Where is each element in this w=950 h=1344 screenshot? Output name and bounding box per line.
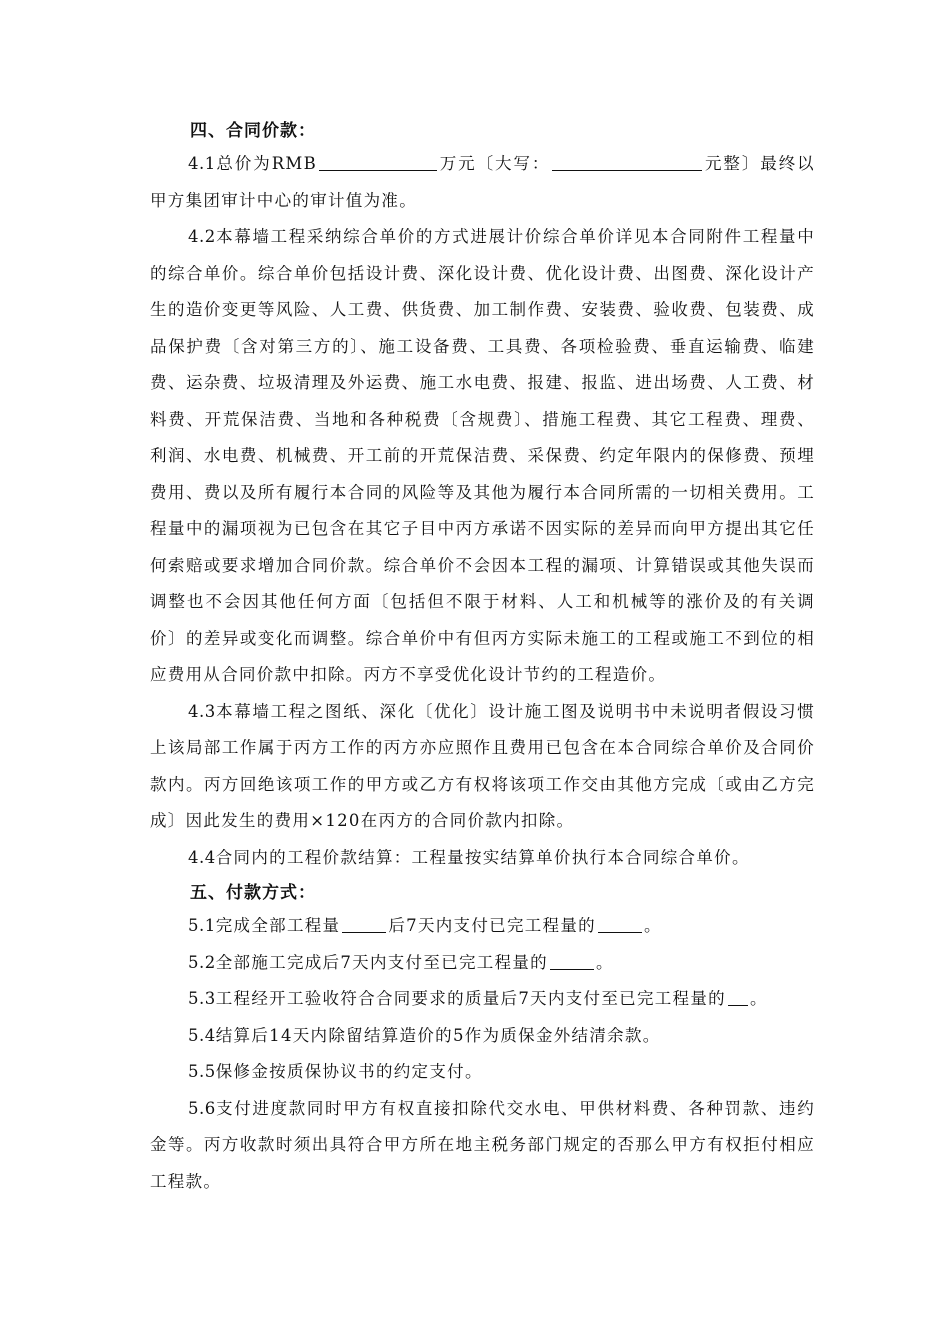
clause-4-2 [150, 219, 815, 694]
clause-5-2 [150, 945, 815, 982]
clause-text: 本幕墙工程之图纸、深化〔优化〕设计施工图及说明书中未说明者假设习惯上该局部工作属于丙方工作的丙方亦应照作且费用已包含在本合同综合单价及合同价款内。丙方回绝该项工作的甲方或乙方有权将该项工作交由其他方完成〔或由乙方完成〕因此发生的费用×120在丙方的合同价款内扣除。 [150, 701, 815, 830]
clause-text: 支付进度款同时甲方有权直接扣除代交水电、甲供材料费、各种罚款、违约金等。丙方收款时须出具符合甲方所在地主税务部门规定的否那么甲方有权拒付相应工程款。 [150, 1098, 815, 1191]
clause-number: 5.2 [188, 952, 216, 972]
fill-blank-amount [319, 154, 437, 171]
clause-5-4 [150, 1018, 815, 1055]
clause-text: 元整〕最终以甲方集团审计中心的审计值为准。 [150, 154, 815, 210]
document-body [150, 116, 815, 1200]
clause-number: 4.2 [188, 227, 216, 246]
fill-blank [598, 916, 642, 933]
clause-number: 5.1 [188, 916, 216, 935]
clause-number: 5.5 [188, 1062, 216, 1081]
section-heading-payment-method: 五、付款方式： [190, 883, 316, 903]
clause-text: 保修金按质保协议书的约定支付。 [215, 1062, 483, 1081]
clause-number: 5.6 [188, 1098, 216, 1118]
clause-4-3 [150, 694, 815, 840]
clause-5-1 [150, 908, 815, 945]
clause-text: 合同内的工程价款结算：工程量按实结算单价执行本合同综合单价。 [215, 847, 750, 867]
clause-5-6 [150, 1091, 815, 1201]
clause-number: 4.3 [188, 701, 216, 721]
clause-text: 本幕墙工程采纳综合单价的方式进展计价综合单价详见本合同附件工程量中的综合单价。综合单价包括设计费、深化设计费、优化设计费、出图费、深化设计产生的造价变更等风险、人工费、供货费、加工制作费、安装费、验收费、包装费、成品保护费〔含对第三方的〕、施工设备费、工具费、各项检验费、垂直运输费、临建费、运杂费、垃圾清理及外运费、施工水电费、报建、报监、进出场费、人工费、材料费、开荒保洁费、当地和各种税费〔含规费〕、措施工程费、其它工程费、理费、利润、水电费、机械费、开工前的开荒保洁费、采保费、约定年限内的保修费、预埋费用、费以及所有履行本合同的风险等及其他为履行本合同所需的一切相关费用。工程量中的漏项视为已包含在其它子目中丙方承诺不因实际的差异而向甲方提出其它任何索赔或要求增加合同价款。综合单价不会因本工程的漏项、计算错误或其他失误而调整也不会因其他任何方面〔包括但不限于材料、人工和机械等的涨价及的有关调价〕的差异或变化而调整。综合单价中有但丙方实际未施工的工程或施工不到位的相应费用从合同价款中扣除。丙方不享受优化设计节约的工程造价。 [150, 227, 815, 684]
fill-blank [342, 916, 386, 933]
clause-number: 4.1 [188, 154, 216, 173]
fill-blank-amount-words [552, 154, 702, 171]
clause-text: 。 [749, 989, 768, 1008]
clause-text: 工程经开工验收符合合同要求的质量后7天内支付至已完工程量的 [215, 989, 726, 1008]
clause-number: 4.4 [188, 847, 216, 867]
clause-4-1 [150, 146, 815, 219]
clause-text: 后7天内支付已完工程量的 [388, 916, 596, 935]
section-heading-contract-price: 四、合同价款： [190, 121, 316, 141]
clause-text: 总价为RMB [215, 154, 318, 173]
clause-number: 5.3 [188, 989, 216, 1008]
clause-text: 万元〔大写： [439, 154, 551, 173]
clause-text: 结算后14天内除留结算造价的5作为质保金外结清余款。 [215, 1025, 661, 1045]
clause-text: 全部施工完成后7天内支付至已完工程量的 [215, 952, 548, 972]
clause-text: 。 [643, 916, 662, 935]
fill-blank [550, 953, 594, 970]
clause-4-4 [150, 840, 815, 877]
clause-5-3 [150, 981, 815, 1018]
clause-text: 完成全部工程量 [215, 916, 341, 935]
clause-5-5 [150, 1054, 815, 1091]
fill-blank [728, 989, 748, 1006]
clause-number: 5.4 [188, 1025, 216, 1045]
clause-text: 。 [595, 952, 614, 972]
